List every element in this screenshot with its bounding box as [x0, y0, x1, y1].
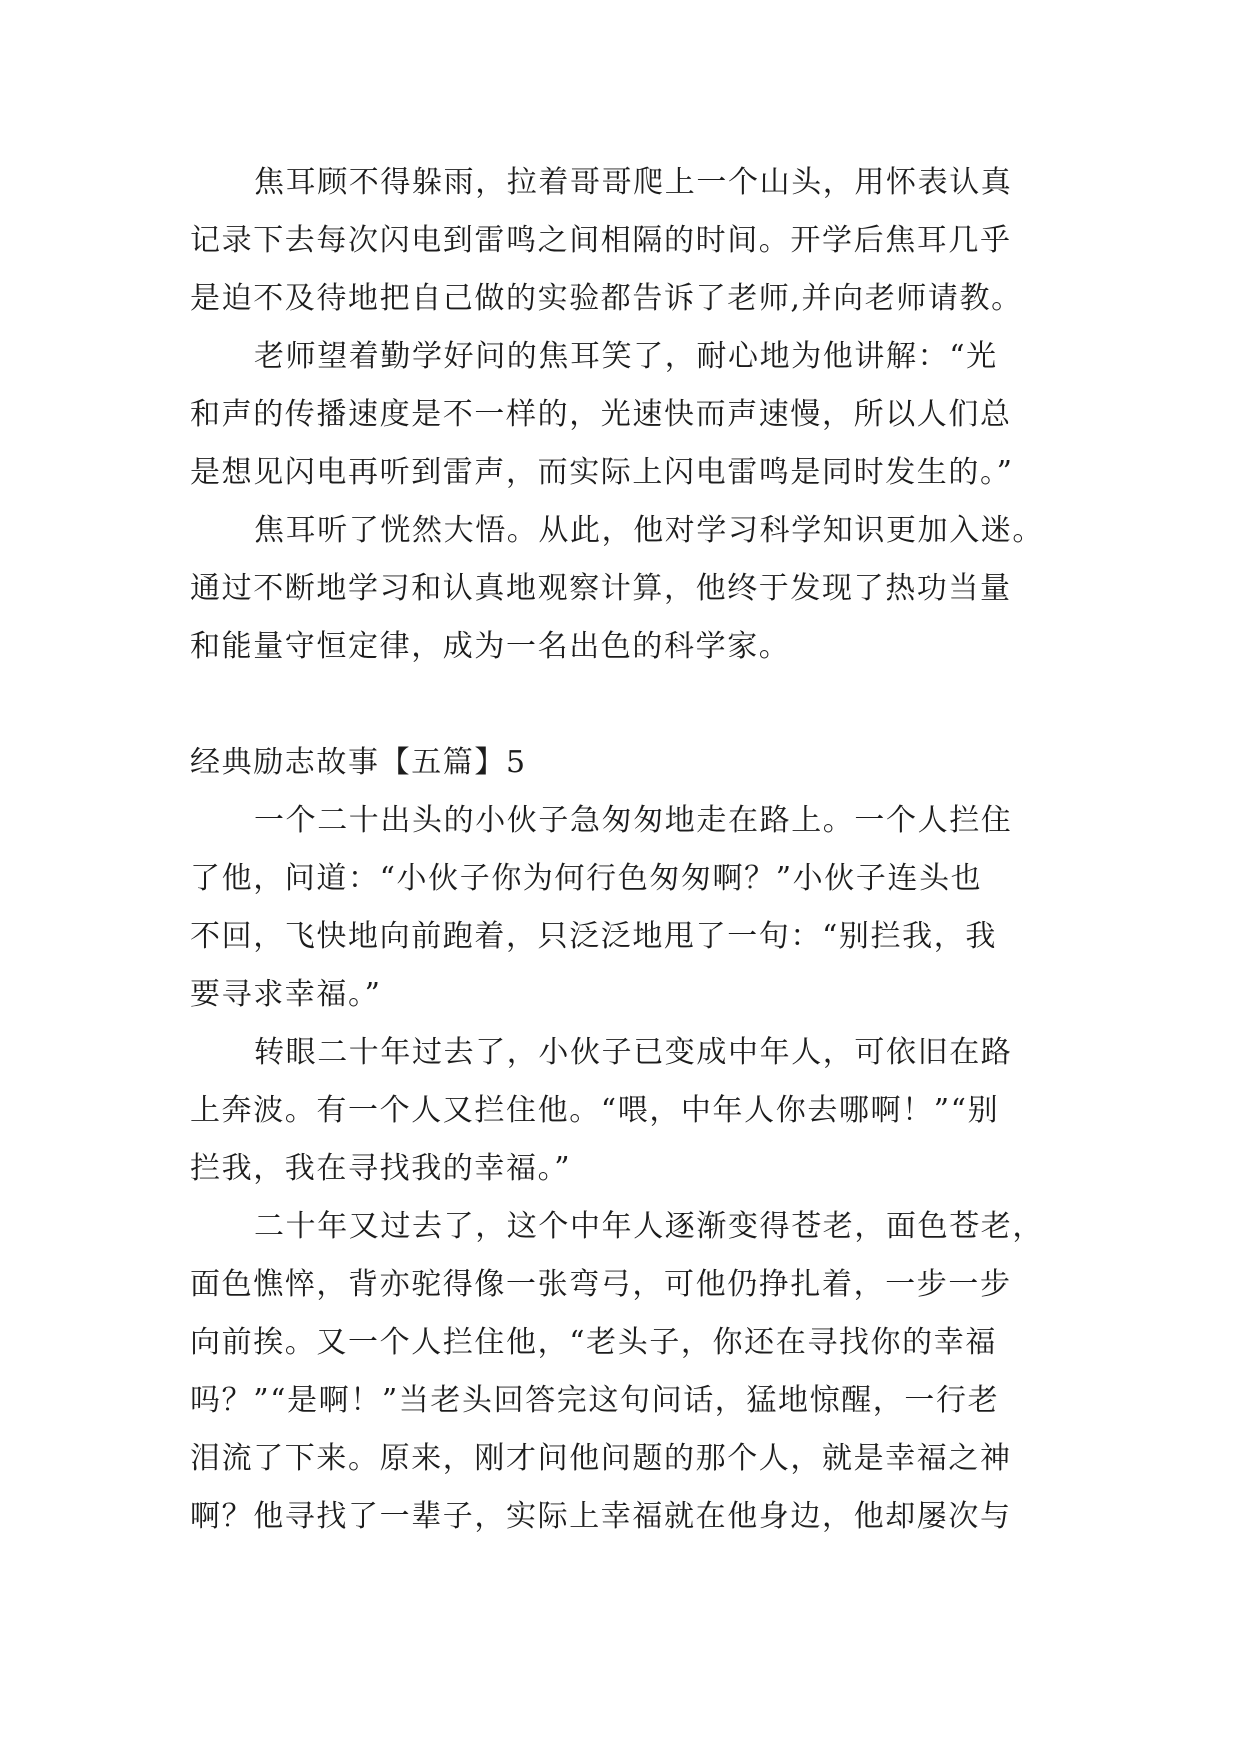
text-line: 泪流了下来。原来，刚才问他问题的那个人，就是幸福之神	[190, 1441, 1012, 1476]
text-line: 和能量守恒定律，成为一名出色的科学家。	[190, 629, 791, 664]
text-line: 和声的传播速度是不一样的，光速快而声速慢，所以人们总	[190, 397, 1012, 432]
text-line: 向前挨。又一个人拦住他，“老头子，你还在寻找你的幸福	[190, 1325, 997, 1360]
text-line: 转眼二十年过去了，小伙子已变成中年人，可依旧在路	[254, 1035, 1013, 1070]
text-line: 焦耳听了恍然大悟。从此，他对学习科学知识更加入迷。	[254, 513, 1044, 548]
text-line: 吗？”“是啊！”当老头回答完这句问话，猛地惊醒，一行老	[190, 1383, 1000, 1418]
paragraph	[190, 328, 1090, 502]
text-line: 面色憔悴，背亦驼得像一张弯弓，可他仍挣扎着，一步一步	[190, 1267, 1012, 1302]
text-line: 二十年又过去了，这个中年人逐渐变得苍老，面色苍老，	[254, 1209, 1044, 1244]
text-line: 啊？他寻找了一辈子，实际上幸福就在他身边，他却屡次与	[190, 1499, 1012, 1534]
text-line: 上奔波。有一个人又拦住他。“喂，中年人你去哪啊！”“别	[190, 1093, 1000, 1128]
text-line: 不回，飞快地向前跑着，只泛泛地甩了一句：“别拦我，我	[190, 919, 997, 954]
document-body	[190, 154, 1090, 1546]
paragraph	[190, 1198, 1090, 1546]
paragraph	[190, 154, 1090, 328]
text-line: 一个二十出头的小伙子急匆匆地走在路上。一个人拦住	[254, 803, 1013, 838]
text-line: 老师望着勤学好问的焦耳笑了，耐心地为他讲解：“光	[254, 339, 998, 374]
text-line: 拦我，我在寻找我的幸福。”	[190, 1151, 572, 1186]
text-line: 记录下去每次闪电到雷鸣之间相隔的时间。开学后焦耳几乎	[190, 223, 1012, 258]
paragraph	[190, 502, 1090, 676]
section-heading: 经典励志故事【五篇】5	[190, 745, 527, 780]
text-line: 是迫不及待地把自己做的实验都告诉了老师,并向老师请教。	[190, 281, 1023, 316]
text-line: 要寻求幸福。”	[190, 977, 382, 1012]
text-line: 通过不断地学习和认真地观察计算，他终于发现了热功当量	[190, 571, 1012, 606]
text-line: 是想见闪电再听到雷声，而实际上闪电雷鸣是同时发生的。”	[190, 455, 1014, 490]
paragraph	[190, 792, 1090, 1024]
paragraph	[190, 1024, 1090, 1198]
text-line: 焦耳顾不得躲雨，拉着哥哥爬上一个山头，用怀表认真	[254, 165, 1013, 200]
blank-line	[190, 676, 1090, 734]
text-line: 了他，问道：“小伙子你为何行色匆匆啊？”小伙子连头也	[190, 861, 983, 896]
